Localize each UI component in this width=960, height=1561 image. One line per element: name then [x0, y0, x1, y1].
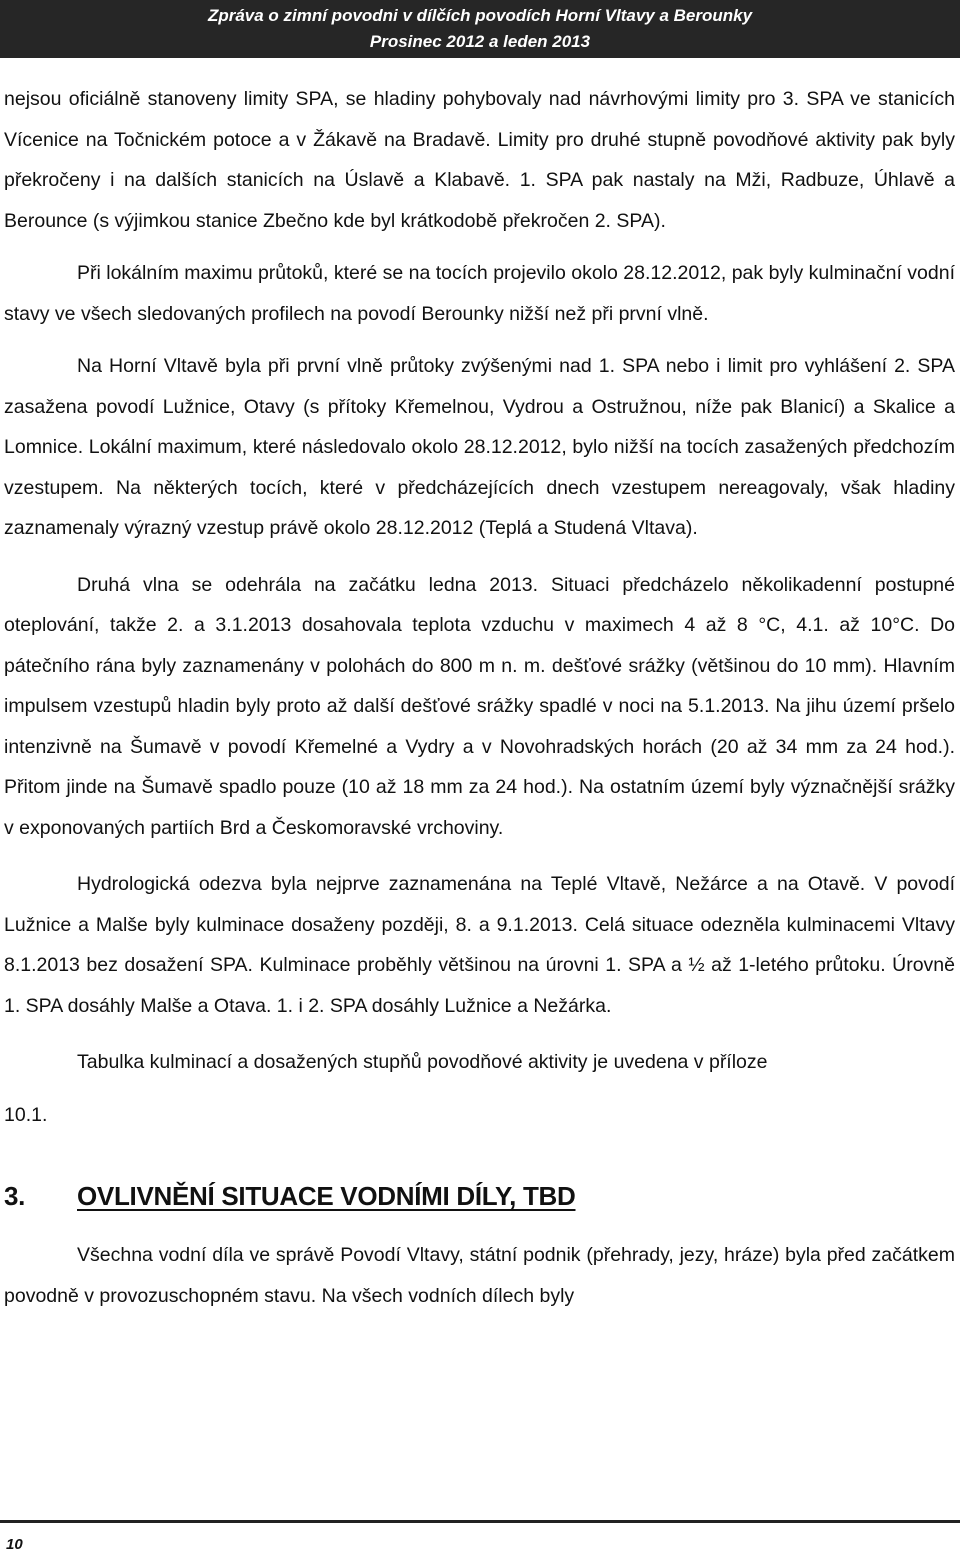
paragraph-water-works: Všechna vodní díla ve správě Povodí Vltavy, státní podnik (přehrady, jezy, hráze) byla před začátkem povodně v provozuschopném stavu. Na všech vodních dílech byly [4, 1244, 955, 1307]
footer-divider [0, 1520, 960, 1523]
page-number: 10 [6, 1536, 23, 1553]
paragraph-appendix-number: 10.1. [4, 1103, 48, 1126]
document-body [4, 79, 955, 1316]
section-heading [4, 1179, 955, 1213]
paragraph-upper-vltava: Na Horní Vltavě byla při první vlně průtoky zvýšenými nad 1. SPA nebo i limit pro vyhlášení 2. SPA zasažena povodí Lužnice, Otavy (s přítoky Křemelnou, Vydrou a Ostružnou, níže pak Blanicí) a Skalice a Lomnice. Lokální maximum, které následovalo okolo 28.12.2012, bylo nižší na tocích zasažených předchozím vzestupem. Na některých tocích, které v předcházejících dnech vzestupem nereagovaly, však hladiny zaznamenaly výrazný vzestup právě okolo 28.12.2012 (Teplá a Studená Vltava). [4, 355, 955, 539]
paragraph-table-reference: Tabulka kulminací a dosažených stupňů povodňové aktivity je uvedena v příloze [77, 1051, 768, 1073]
paragraph-berounka-limits: nejsou oficiálně stanoveny limity SPA, se hladiny pohybovaly nad návrhovými limity pro 3. SPA ve stanicích Vícenice na Točnickém potoce a v Žákavě na Bradavě. Limity pro druhé stupně povodňové aktivity pak byly překročeny i na dalších stanicích na Úslavě a Klabavě. 1. SPA pak nastaly na Mži, Radbuze, Úhlavě a Berounce (s výjimkou stanice Zbečno kde byl krátkodobě překročen 2. SPA). [4, 88, 955, 232]
paragraph-local-maximum: Při lokálním maximu průtoků, které se na tocích projevilo okolo 28.12.2012, pak byly kulminační vodní stavy ve všech sledovaných profilech na povodí Berounky nižší než při první vlně. [4, 262, 955, 325]
section-title: OVLIVNĚNÍ SITUACE VODNÍMI DÍLY, TBD [77, 1181, 576, 1211]
header-title: Zpráva o zimní povodni v dílčích povodích Horní Vltavy a Berounky [207, 6, 753, 25]
paragraph-hydrological-response: Hydrologická odezva byla nejprve zaznamenána na Teplé Vltavě, Nežárce a na Otavě. V povodí Lužnice a Malše byly kulminace dosaženy později, 8. a 9.1.2013. Celá situace odezněla kulminacemi Vltavy 8.1.2013 bez dosažení SPA. Kulminace proběhly většinou na úrovni 1. SPA a ½ až 1-letého průtoku. Úrovně 1. SPA dosáhly Malše a Otava. 1. i 2. SPA dosáhly Lužnice a Nežárka. [4, 873, 955, 1017]
header-subtitle: Prosinec 2012 a leden 2013 [369, 32, 591, 51]
document-header [0, 0, 960, 58]
paragraph-second-wave: Druhá vlna se odehrála na začátku ledna 2013. Situaci předcházelo několikadenní postupné oteplování, takže 2. a 3.1.2013 dosahovala teplota vzduchu v maximech 4 až 8 °C, 4.1. až 10°C. Do pátečního rána byly zaznamenány v polohách do 800 m n. m. dešťové srážky (většinou do 10 mm). Hlavním impulsem vzestupů hladin byly proto až další dešťové srážky spadlé v noci na 5.1.2013. Na jihu území pršelo intenzivně na Šumavě v povodí Křemelné a Vydry a v Novohradských horách (20 až 34 mm za 24 hod.). Přitom jinde na Šumavě spadlo pouze (10 až 18 mm za 24 hod.). Na ostatním území byly význačnější srážky v exponovaných partiích Brd a Českomoravské vrchoviny. [4, 573, 955, 839]
section-number: 3. [4, 1181, 26, 1211]
